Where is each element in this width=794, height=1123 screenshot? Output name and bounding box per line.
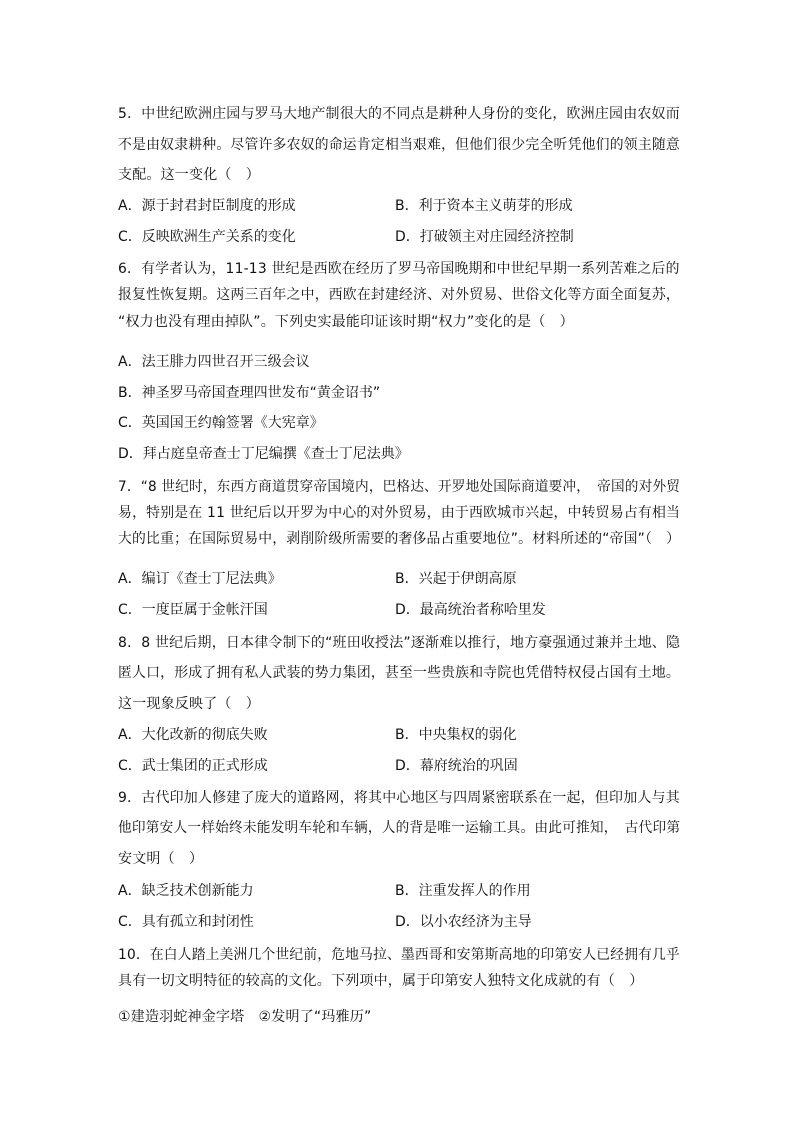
- question-6-option-c[interactable]: C．英国国王约翰签署《大宪章》: [118, 415, 324, 431]
- question-7-line-3: 大的比重；在国际贸易中，剥削阶级所需要的奢侈品占重要地位”。材料所述的“帝国”（ ）: [118, 531, 681, 547]
- question-9-line-1: 9．古代印加人修建了庞大的道路网，将其中心地区与四周紧密联系在一起，但印加人与其: [118, 790, 680, 806]
- question-5-option-c[interactable]: C．反映欧洲生产关系的变化: [118, 229, 296, 245]
- question-7-line-2: 易，特别是在 11 世纪后以开罗为中心的对外贸易，由于西欧城市兴起，中转贸易占有相当: [118, 505, 681, 521]
- question-6-option-a[interactable]: A．法王腓力四世召开三级会议: [118, 354, 310, 370]
- question-8-option-b[interactable]: B．中央集权的弱化: [395, 727, 517, 743]
- question-7-option-b[interactable]: B．兴起于伊朗高原: [395, 571, 517, 587]
- question-10-items: ①建造羽蛇神金字塔 ②发明了“玛雅历”: [118, 1009, 372, 1025]
- question-8-line-3: 这一现象反映了（ ）: [118, 696, 260, 712]
- question-6-line-3: “权力也没有理由掉队”。下列史实最能印证该时期“权力”变化的是（ ）: [118, 314, 574, 330]
- question-5-option-a[interactable]: A．源于封君封臣制度的形成: [118, 198, 296, 214]
- question-10-line-1: 10．在白人踏上美洲几个世纪前，危地马拉、墨西哥和安第斯高地的印第安人已经拥有几乎: [118, 947, 681, 963]
- question-5-option-b[interactable]: B．利于资本主义萌芽的形成: [395, 198, 573, 214]
- question-5-line-3: 支配。这一变化（ ）: [118, 167, 260, 183]
- question-8-option-a[interactable]: A．大化改新的彻底失败: [118, 727, 268, 743]
- question-7-option-d[interactable]: D．最高统治者称哈里发: [395, 602, 546, 618]
- question-6-option-d[interactable]: D．拜占庭皇帝查士丁尼编撰《查士丁尼法典》: [118, 446, 409, 462]
- question-5-line-1: 5．中世纪欧洲庄园与罗马大地产制很大的不同点是耕种人身份的变化，欧洲庄园由农奴而: [118, 106, 680, 122]
- question-10-line-2: 具有一切文明特征的较高的文化。下列项中，属于印第安人独特文化成就的有（ ）: [118, 973, 644, 989]
- question-7-line-1: 7．“8 世纪时，东西方商道贯穿帝国境内，巴格达、开罗地处国际商道要冲， 帝国的对外贸: [118, 479, 681, 495]
- question-9-option-c[interactable]: C．具有孤立和封闭性: [118, 914, 254, 930]
- question-9-line-3: 安文明（ ）: [118, 851, 204, 867]
- question-8-line-1: 8．8 世纪后期，日本律令制下的“班田收授法”逐渐难以推行，地方豪强通过兼并土地、隐: [118, 635, 681, 651]
- question-7-option-c[interactable]: C．一度臣属于金帐汗国: [118, 602, 268, 618]
- question-6-option-b[interactable]: B．神圣罗马帝国查理四世发布“黄金诏书”: [118, 385, 381, 401]
- question-5-option-d[interactable]: D．打破领主对庄园经济控制: [395, 229, 574, 245]
- question-9-line-2: 他印第安人一样始终未能发明车轮和车辆，人的背是唯一运输工具。由此可推知， 古代印第: [118, 820, 681, 836]
- question-6-line-2: 报复性恢复期。这两三百年之中，西欧在封建经济、对外贸易、世俗文化等方面全面复苏，: [118, 287, 680, 303]
- question-6-line-1: 6．有学者认为，11-13 世纪是西欧在经历了罗马帝国晚期和中世纪早期一系列苦难之后的: [118, 261, 680, 277]
- question-9-option-b[interactable]: B．注重发挥人的作用: [395, 883, 531, 899]
- question-8-line-2: 匿人口，形成了拥有私人武装的势力集团，甚至一些贵族和寺院也凭借特权侵占国有土地。: [118, 665, 680, 681]
- question-7-option-a[interactable]: A．编订《查士丁尼法典》: [118, 571, 282, 587]
- question-9-option-d[interactable]: D．以小农经济为主导: [395, 914, 532, 930]
- question-8-option-d[interactable]: D．幕府统治的巩固: [395, 758, 518, 774]
- question-8-option-c[interactable]: C．武士集团的正式形成: [118, 758, 268, 774]
- question-5-line-2: 不是由奴隶耕种。尽管许多农奴的命运肯定相当艰难，但他们很少完全听凭他们的领主随意: [118, 137, 680, 153]
- question-9-option-a[interactable]: A．缺乏技术创新能力: [118, 883, 254, 899]
